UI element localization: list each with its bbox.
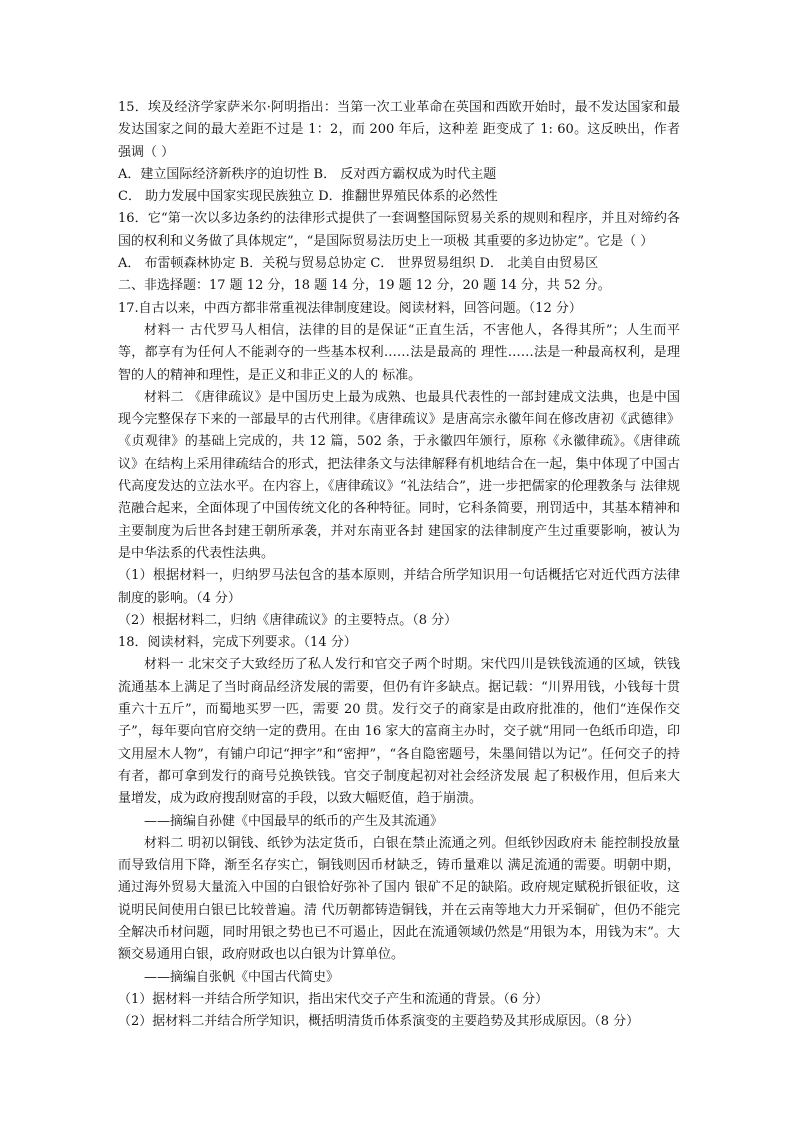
q18-intro: 18．阅读材料，完成下列要求。（14 分） xyxy=(118,635,357,651)
q15-options-ab: A．建立国际经济新秩序的迫切性 B． 反对西方霸权成为时代主题 xyxy=(118,166,497,182)
q16-options: A． 布雷顿森林协定 B．关税与贸易总协定 C． 世界贸易组织 D． 北美自由贸易区 xyxy=(118,256,599,272)
q17-sub2: （2）根据材料二，归纳《唐律疏议》的主要特点。（8 分） xyxy=(118,612,458,628)
q18-source1: ——摘编自孙健《中国最早的纸币的产生及其流通》 xyxy=(144,813,444,829)
q18-source2: ——摘编自张帆《中国古代简史》 xyxy=(144,969,340,985)
q18-sub1: （1）据材料一并结合所学知识，指出宋代交子产生和流通的背景。（6 分） xyxy=(118,991,549,1007)
q17-intro: 17.自古以来，中西方都非常重视法律制度建设。阅读材料，回答问题。（12 分） xyxy=(118,300,582,316)
q18-material2: 材料二 明初以铜钱、纸钞为法定货币，白银在禁止流通之列。但纸钞因政府未 能控制投放量而导致信用下降，渐至名存实亡，铜钱则因币材缺乏，铸币量难以 满足流通的需要。明朝中期，通过海外贸易大量流入中国的白银恰好弥补了国内 银矿不足的缺陷。政府规定赋税折银征收，这说明民间使用白银已比较普遍。清 代历朝都铸造铜钱，并在云南等地大力开采铜矿，但仍不能完全解决币材问题，同时用银之势也已不可遏止，因此在流通领域仍然是“用银为本，用钱为末”。大额交易通用白银，政府财政也以白银为计算单位。 xyxy=(118,835,680,963)
q18-material1: 材料一 北宋交子大致经历了私人发行和官交子两个时期。宋代四川是铁钱流通的区域，铁钱流通基本上满足了当时商品经济发展的需要，但仍有许多缺点。据记载：“川界用钱，小钱每十贯重六十五斤”，而蜀地买罗一匹，需要 20 贯。发行交子的商家是由政府批准的，他们“连保作交子”，每年要向官府交纳一定的费用。在由 16 家大的富商主办时，交子就“用同一色纸币印造，印文用屋木人物”，有铺户印记“押字”和“密押”，“各自隐密题号，朱墨间错以为记”。任何交子的持有者，都可拿到发行的商号兑换铁钱。官交子制度起初对社会经济发展 起了积极作用，但后来大量增发，成为政府搜刮财富的手段，以致大幅贬值，趋于崩溃。 xyxy=(118,657,680,807)
q15-stem: 15．埃及经济学家萨米尔·阿明指出：当第一次工业革命在英国和西欧开始时，最不发达国家和最发达国家之间的最大差距不过是 1：2，而 200 年后，这种差 距变成了 1: 60。这反映出，作者强调（ ） xyxy=(118,100,680,160)
section-heading: 二、非选择题：17 题 12 分，18 题 14 分，19 题 12 分，20 题 14 分，共 52 分。 xyxy=(118,278,611,294)
exam-page xyxy=(118,97,680,1033)
q15-options-cd: C． 助力发展中国家实现民族独立 D．推翻世界殖民体系的必然性 xyxy=(118,189,498,205)
q17-material2: 材料二 《唐律疏议》是中国历史上最为成熟、也最具代表性的一部封建成文法典，也是中国现今完整保存下来的一部最早的古代刑律。《唐律疏议》是唐高宗永徽年间在修改唐初《武德律》《贞观律》的基础上完成的，共 12 篇，502 条，于永徽四年颁行，原称《永徽律疏》。《唐律疏议》在结构上采用律疏结合的形式，把法律条文与法律解释有机地结合在一起，集中体现了中国古代高度发达的立法水平。在内容上，《唐律疏议》“礼法结合”，进一步把儒家的伦理教条与 法律规范融合起来，全面体现了中国传统文化的各种特征。同时，它科条简要，刑罚适中，其基本精神和主要制度为后世各封建王朝所承袭，并对东南亚各封 建国家的法律制度产生过重要影响，被认为是中华法系的代表性法典。 xyxy=(118,389,680,561)
q16-stem: 16．它“第一次以多边条约的法律形式提供了一套调整国际贸易关系的规则和程序，并且对缔约各国的权利和义务做了具体规定”，“是国际贸易法历史上一项极 其重要的多边协定”。它是（ ） xyxy=(118,211,680,249)
q17-material1: 材料一 古代罗马人相信，法律的目的是保证“正直生活，不害他人，各得其所”；人生而平等，都享有为任何人不能剥夺的一些基本权利……法是最高的 理性……法是一种最高权利，是理智的人的精神和理性，是正义和非正义的人的 标准。 xyxy=(118,322,680,383)
q17-sub1: （1）根据材料一，归纳罗马法包含的基本原则，并结合所学知识用一句话概括它对近代西方法律制度的影响。（4 分） xyxy=(118,568,680,606)
q18-sub2: （2）据材料二并结合所学知识，概括明清货币体系演变的主要趋势及其形成原因。（8 分） xyxy=(118,1014,640,1030)
